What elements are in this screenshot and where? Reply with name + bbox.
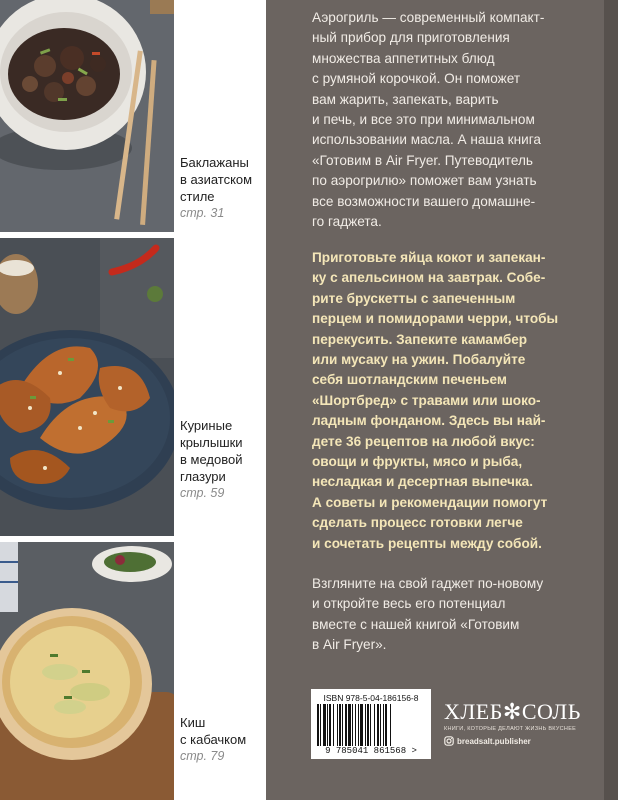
publisher-name: ХЛЕБ✻СОЛЬ xyxy=(444,699,581,724)
caption-page-ref: стр. 59 xyxy=(180,486,225,500)
photo-chicken-wings xyxy=(0,238,174,536)
text-line: «Шортбред» с травами или шоко- xyxy=(312,392,541,408)
publisher-logo xyxy=(444,700,584,746)
caption-line: Киш xyxy=(180,715,206,730)
caption-line: с кабачком xyxy=(180,732,247,747)
text-line: с румяной корочкой. Он поможет xyxy=(312,71,521,87)
text-line: го гаджета. xyxy=(312,214,382,230)
text-line: рите брускетты с запеченным xyxy=(312,290,516,306)
caption-line: в медовой xyxy=(180,452,243,467)
text-line: ладным фонданом. Здесь вы най- xyxy=(312,413,546,429)
text-line: перекусить. Запеките камамбер xyxy=(312,331,528,347)
text-line: «Готовим в Air Fryer. Путеводитель xyxy=(312,152,534,168)
text-line: себя шотландским печеньем xyxy=(312,372,507,388)
caption-page-ref: стр. 79 xyxy=(180,749,225,763)
recipe-caption-wings xyxy=(180,417,264,502)
text-line: использовании масла. А наша книга xyxy=(312,132,541,148)
intro-paragraph xyxy=(312,8,544,232)
recipe-caption-quiche xyxy=(180,714,264,765)
closing-paragraph xyxy=(312,574,543,656)
cover-edge xyxy=(604,0,618,800)
instagram-icon xyxy=(444,736,454,746)
text-line: в Air Fryer». xyxy=(312,637,387,653)
barcode-digits: 9 785041 861568 > xyxy=(325,746,417,756)
isbn-barcode xyxy=(311,689,431,759)
caption-line: глазури xyxy=(180,469,226,484)
isbn-label: ISBN 978-5-04-186156-8 xyxy=(323,693,419,703)
text-line: все возможности вашего домашне- xyxy=(312,193,536,209)
highlight-paragraph xyxy=(312,248,558,554)
text-line: по аэрогрилю» поможет вам узнать xyxy=(312,173,537,189)
text-line: ку с апельсином на завтрак. Собе- xyxy=(312,270,546,286)
photo-eggplant-dish xyxy=(0,0,174,232)
recipe-caption-eggplant xyxy=(180,154,264,222)
publisher-social xyxy=(444,736,584,746)
text-line: вместе с нашей книгой «Готовим xyxy=(312,616,520,632)
caption-line: в азиатском xyxy=(180,172,253,187)
text-line: и откройте весь его потенциал xyxy=(312,596,506,612)
text-line: и сочетать рецепты между собой. xyxy=(312,535,542,551)
text-line: Приготовьте яйца кокот и запекан- xyxy=(312,250,546,265)
caption-page-ref: стр. 31 xyxy=(180,206,225,220)
caption-line: Куриные xyxy=(180,418,233,433)
text-line: Аэрогриль — современный компакт- xyxy=(312,10,545,25)
text-line: овощи и фрукты, мясо и рыба, xyxy=(312,454,523,470)
text-line: или мусаку на ужин. Побалуйте xyxy=(312,352,526,368)
text-line: ный прибор для приготовления xyxy=(312,30,510,46)
text-line: перцем и помидорами черри, чтобы xyxy=(312,311,559,327)
text-line: множества аппетитных блюд xyxy=(312,50,495,66)
caption-line: стиле xyxy=(180,189,215,204)
publisher-handle: breadsalt.publisher xyxy=(457,736,531,746)
publisher-tagline: КНИГИ, КОТОРЫЕ ДЕЛАЮТ ЖИЗНЬ ВКУСНЕЕ xyxy=(444,726,577,732)
text-line: вам жарить, запекать, варить xyxy=(312,91,499,107)
text-line: и печь, и все это при минимальном xyxy=(312,112,535,128)
photo-zucchini-quiche xyxy=(0,542,174,800)
barcode-icon xyxy=(317,704,425,746)
caption-line: Баклажаны xyxy=(180,155,249,170)
text-line: сделать процесс готовки легче xyxy=(312,515,523,531)
caption-line: крылышки xyxy=(180,435,243,450)
text-line: несладкая и десертная выпечка. xyxy=(312,474,534,490)
text-line: А советы и рекомендации помогут xyxy=(312,494,548,510)
text-line: Взгляните на свой гаджет по-новому xyxy=(312,576,544,591)
text-line: дете 36 рецептов на любой вкус: xyxy=(312,433,535,449)
